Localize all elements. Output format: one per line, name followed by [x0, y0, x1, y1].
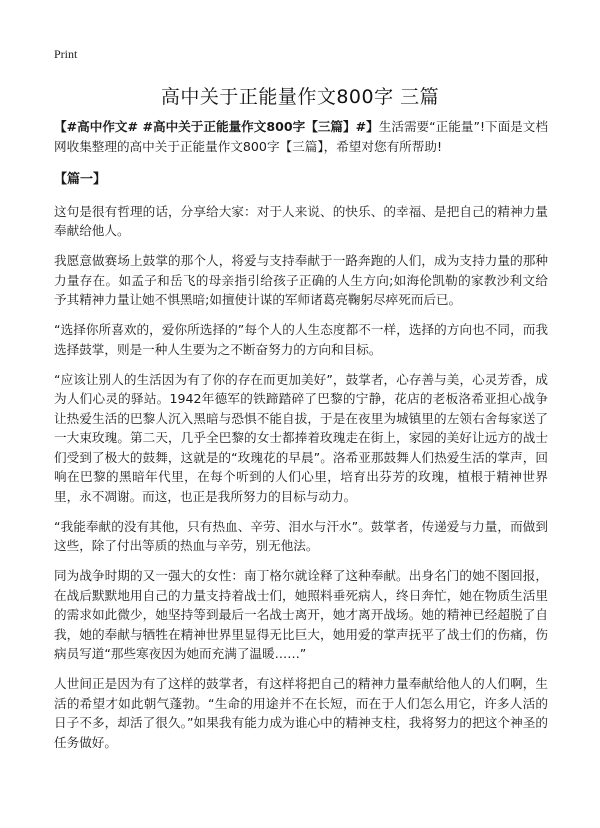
document-body [54, 117, 548, 763]
paragraph-5: “我能奉献的没有其他，只有热血、辛劳、泪水与汗水”。鼓掌者，传递爱与力量，而做到这些，除了付出等质的热血与辛劳，别无他法。 [54, 518, 548, 553]
paragraph-7: 人世间正是因为有了这样的鼓掌者，有这样将把自己的精神力量奉献给他人的人们啊，生活的希望才如此朝气蓬勃。“生命的用途并不在长短，而在于人们怎么用它，许多人活的日子不多，却活了很久。”如果我有能力成为谁心中的精神支柱，我将努力的把这个神圣的任务做好。 [54, 676, 548, 750]
print-link[interactable]: Print [54, 47, 78, 61]
paragraph-2: 我愿意做赛场上鼓掌的那个人，将爱与支持奉献于一路奔跑的人们，成为支持力量的那种力量存在。如孟子和岳飞的母亲指引给孩子正确的人生方向;如海伦凯勒的家教沙利文给予其精神力量让她不惧黑暗;如擅使计谋的军师诸葛亮鞠躬尽瘁死而后已。 [54, 253, 548, 307]
paragraph-6: 同为战争时期的又一强大的女性：南丁格尔就诠释了这种奉献。出身名门的她不图回报，在战后默默地用自己的力量支持着战士们，她照料垂死病人，终日奔忙，她在物质生活里的需求如此微少，她坚持等到最后一名战士离开，她才离开战场。她的精神已经超脱了自我，她的奉献与牺牲在精神世界里显得无比巨大，她用爱的掌声抚平了战士们的伤痛，伤病员写道“那些寒夜因为她而充满了温暖……” [54, 568, 548, 661]
intro-paragraph [54, 117, 548, 156]
intro-tags: 【#高中作文# #高中关于正能量作文800字【三篇】#】 [54, 119, 379, 134]
document-title: 高中关于正能量作文800字 三篇 [160, 86, 440, 108]
paragraph-1: 这句是很有哲理的话，分享给大家：对于人来说、的快乐、的幸福、是把自己的精神力量奉献给他人。 [54, 203, 548, 238]
intro-text: 生活需要“正能量”!下面是文档网收集整理的高中关于正能量作文800字【三篇】，希望对您有所帮助! [54, 119, 548, 154]
section-heading: 【篇一】 [54, 172, 107, 187]
paragraph-3: “选择你所喜欢的，爱你所选择的”每个人的人生态度都不一样，选择的方向也不同，而我选择鼓掌，则是一种人生要为之不断奋努力的方向和目标。 [54, 322, 548, 357]
paragraph-4: “应该让别人的生活因为有了你的存在而更加美好”，鼓掌者，心存善与美，心灵芳香，成为人们心灵的驿站。1942年德军的铁蹄踏碎了巴黎的宁静，花店的老板洛希亚担心战争让热爱生活的巴黎人沉入黑暗与恐惧不能自拔，于是在夜里为城镇里的左领右舍每家送了一大束玫瑰。第二天，几乎全巴黎的女士都捧着玫瑰走在街上，家园的美好让远方的战士们受到了极大的鼓舞，这就是的“玫瑰花的早晨”。洛希亚那鼓舞人们热爱生活的掌声，回响在巴黎的黑暗年代里，在每个听到的人们心里，培育出芬芳的玫瑰，植根于精神世界里，永不凋谢。而这，也正是我所努力的目标与动力。 [54, 371, 548, 504]
